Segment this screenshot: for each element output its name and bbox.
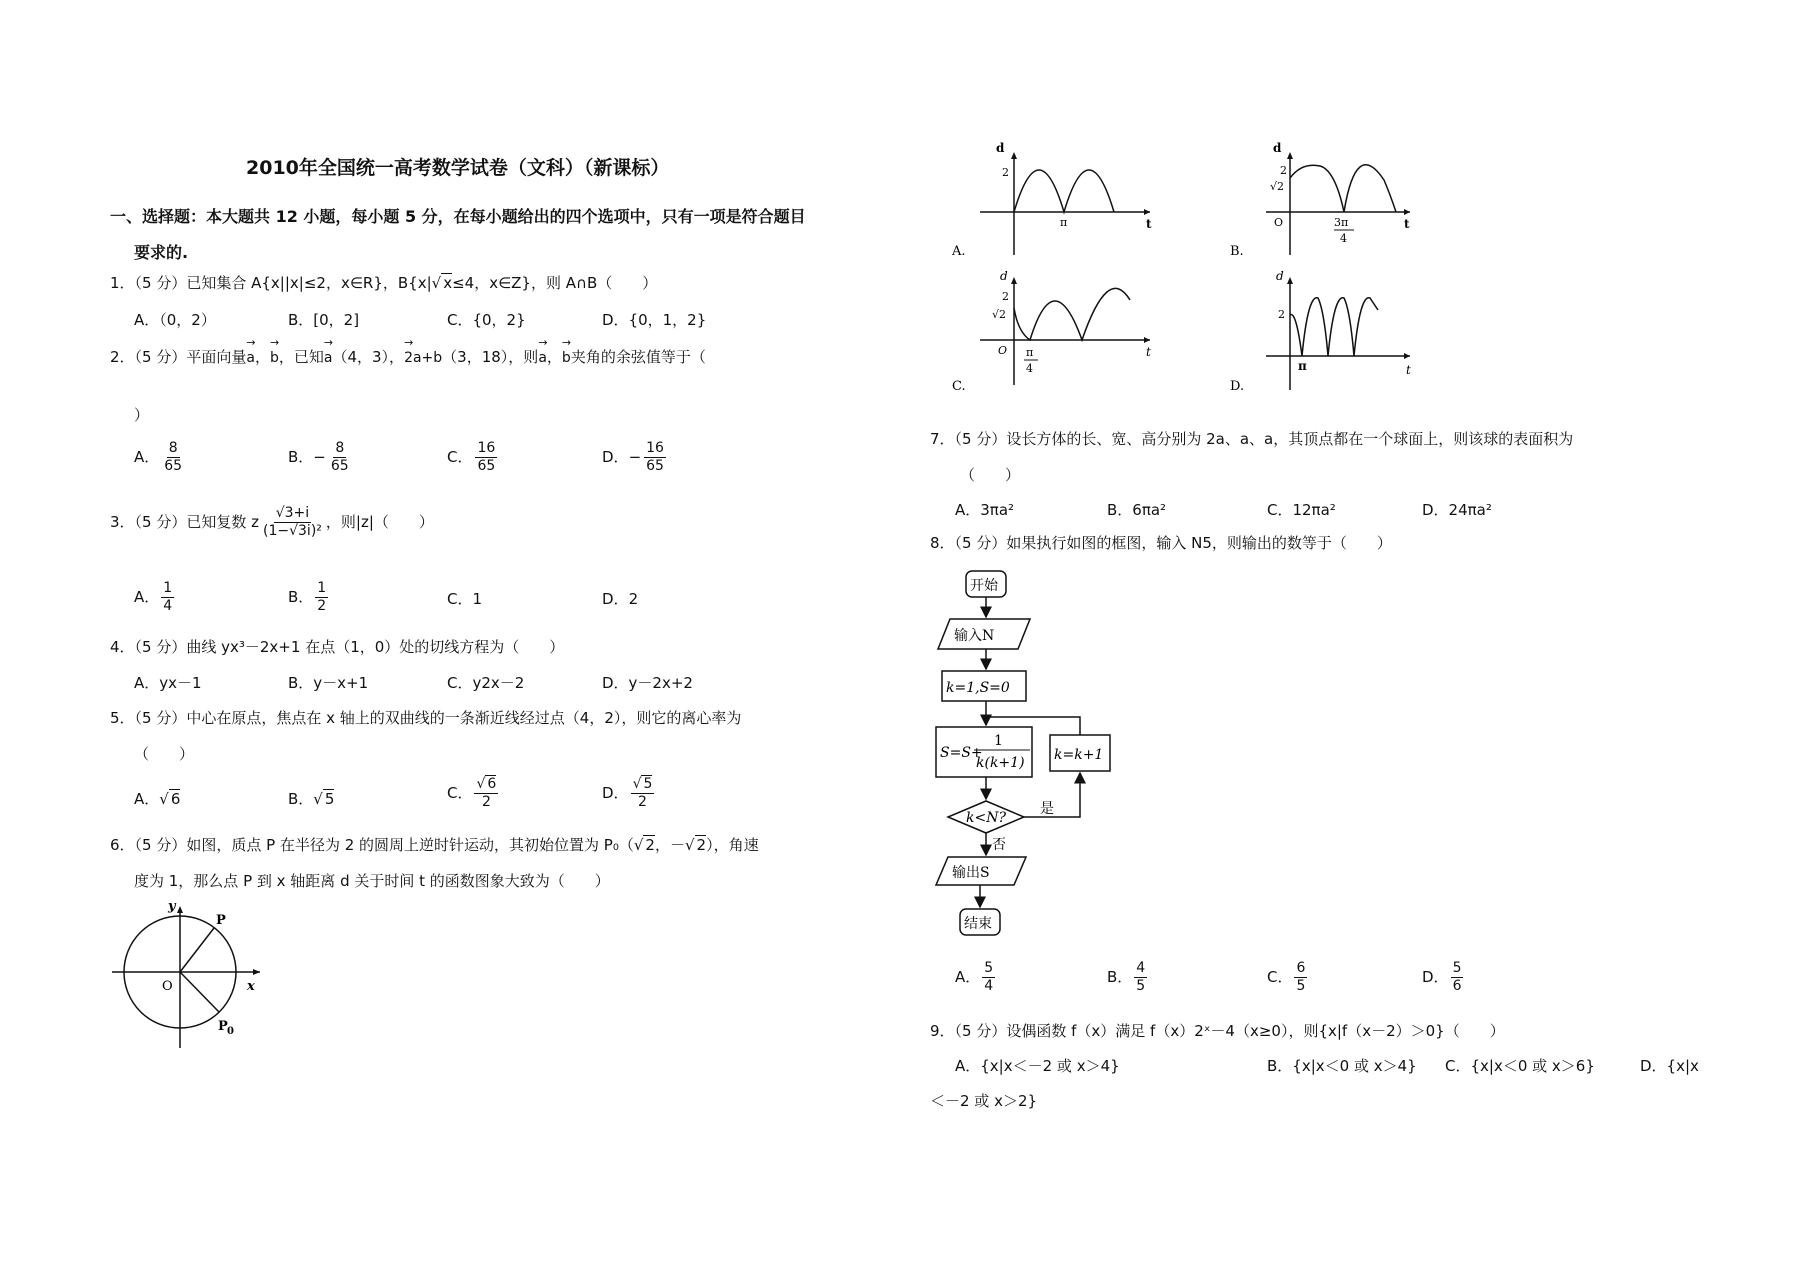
q9-option-b[interactable]: B．{x|x＜0 或 x＞4} bbox=[1267, 1057, 1417, 1075]
q2-option-c[interactable]: C． $\frac{16}{65}$ bbox=[447, 440, 496, 474]
q9-option-d[interactable]: D．{x|x bbox=[1640, 1057, 1699, 1075]
q1-option-c[interactable]: C．{0，2} bbox=[447, 311, 526, 329]
svg-text:t: t bbox=[1406, 363, 1411, 377]
svg-text:π: π bbox=[1026, 346, 1034, 359]
q2-option-b[interactable]: B．− $\frac{8}{65}$ bbox=[288, 440, 349, 474]
arrow-icon bbox=[1144, 337, 1150, 343]
arrow-icon bbox=[1011, 277, 1017, 284]
y-label: y bbox=[168, 900, 176, 914]
svg-text:π: π bbox=[1060, 216, 1068, 229]
svg-text:k=k+1: k=k+1 bbox=[1054, 747, 1104, 763]
svg-text:2: 2 bbox=[1002, 166, 1009, 179]
arrow-icon bbox=[1011, 152, 1017, 159]
svg-text:S=S+: S=S+ bbox=[940, 745, 983, 761]
svg-text:d: d bbox=[996, 141, 1005, 155]
curve-d bbox=[1290, 298, 1378, 356]
section-heading: 一、选择题：本大题共 12 小题，每小题 5 分，在每小题给出的四个选项中，只有一项是符合题目 bbox=[110, 207, 806, 226]
curve-a bbox=[1014, 170, 1114, 212]
arrow-icon bbox=[1404, 353, 1410, 359]
svg-text:4: 4 bbox=[1026, 362, 1033, 375]
q8-option-c[interactable]: C． $\frac{6}{5}$ bbox=[1267, 960, 1306, 994]
svg-text:是: 是 bbox=[1040, 801, 1054, 817]
svg-text:k(k+1): k(k+1) bbox=[976, 755, 1025, 771]
q4-option-b[interactable]: B．y－x+1 bbox=[288, 674, 369, 692]
q5-option-a[interactable]: A．√ 6 bbox=[134, 790, 181, 808]
origin-label: O bbox=[162, 979, 173, 994]
svg-text:t: t bbox=[1146, 217, 1152, 231]
question-3-stem: 3．（5 分）已知复数 z $\frac{√3+i}{\text{(1−√3i)²}}$ ，则|z|（ ） bbox=[110, 505, 434, 539]
y-arrow-icon bbox=[177, 906, 183, 913]
x-label: x bbox=[247, 979, 255, 994]
svg-text:√2: √2 bbox=[1270, 180, 1285, 193]
svg-text:3π: 3π bbox=[1334, 216, 1349, 229]
question-1-stem: 1．（5 分）已知集合 A{x||x|≤2，x∈R}，B{x|√ x≤4，x∈Z}，则 A∩B（ ） bbox=[110, 274, 658, 292]
q9-option-c[interactable]: C．{x|x＜0 或 x＞6} bbox=[1445, 1057, 1595, 1075]
graph-d[interactable] bbox=[1230, 269, 1411, 394]
q1-option-a[interactable]: A．（0，2） bbox=[134, 311, 216, 329]
graph-a[interactable] bbox=[951, 141, 1152, 259]
question-5-stem-cont: （ ） bbox=[134, 745, 195, 763]
curve-c bbox=[1014, 288, 1130, 340]
svg-text:1: 1 bbox=[994, 733, 1003, 749]
svg-text:t: t bbox=[1404, 217, 1410, 231]
q1-option-b[interactable]: B．[0，2] bbox=[288, 311, 360, 329]
graph-a-label: A. bbox=[952, 244, 966, 259]
q3-option-d[interactable]: D．2 bbox=[602, 590, 639, 608]
q6-graphs bbox=[950, 140, 1490, 400]
q9-option-d-cont: ＜－2 或 x＞2} bbox=[930, 1092, 1038, 1110]
q7-option-d[interactable]: D．24πa² bbox=[1422, 501, 1492, 519]
p0-sub-label: 0 bbox=[227, 1026, 234, 1037]
graph-c[interactable] bbox=[952, 269, 1151, 394]
arrow-icon bbox=[1287, 152, 1293, 159]
q2-option-a[interactable]: A． $\frac{8}{65}$ bbox=[134, 440, 183, 474]
question-6-stem-cont: 度为 1，那么点 P 到 x 轴距离 d 关于时间 t 的函数图象大致为（ ） bbox=[134, 872, 610, 890]
circle-figure bbox=[110, 900, 270, 1055]
svg-text:t: t bbox=[1146, 345, 1151, 359]
svg-text:k=1,S=0: k=1,S=0 bbox=[946, 680, 1010, 696]
q8-option-d[interactable]: D． $\frac{5}{6}$ bbox=[1422, 960, 1462, 994]
graph-d-label: D. bbox=[1230, 379, 1245, 394]
q3-option-b[interactable]: B． $\frac{1}{2}$ bbox=[288, 580, 327, 614]
x-arrow-icon bbox=[253, 969, 260, 975]
q4-option-c[interactable]: C．y2x－2 bbox=[447, 674, 525, 692]
question-9-stem: 9．（5 分）设偶函数 f（x）满足 f（x）2ˣ－4（x≥0），则{x|f（x－2）＞0}（ ） bbox=[930, 1022, 1505, 1040]
q8-option-b[interactable]: B． $\frac{4}{5}$ bbox=[1107, 960, 1146, 994]
q7-option-c[interactable]: C．12πa² bbox=[1267, 501, 1336, 519]
q1-option-d[interactable]: D．{0，1，2} bbox=[602, 311, 707, 329]
svg-text:2: 2 bbox=[1280, 164, 1287, 177]
q3-option-a[interactable]: A． $\frac{1}{4}$ bbox=[134, 580, 173, 614]
question-7-stem-cont: （ ） bbox=[960, 466, 1021, 484]
arrow-icon bbox=[1404, 209, 1410, 215]
svg-text:d: d bbox=[1276, 269, 1284, 283]
svg-text:输入N: 输入N bbox=[954, 628, 995, 644]
question-6-stem: 6．（5 分）如图，质点 P 在半径为 2 的圆周上逆时针运动，其初始位置为 P₀（√ 2，－√ 2），角速 bbox=[110, 836, 759, 854]
svg-text:输出S: 输出S bbox=[952, 865, 990, 881]
q7-option-a[interactable]: A．3πa² bbox=[955, 501, 1015, 519]
svg-text:k<N?: k<N? bbox=[966, 810, 1006, 826]
q3-option-c[interactable]: C．1 bbox=[447, 590, 483, 608]
graph-b[interactable] bbox=[1230, 141, 1410, 259]
svg-text:d: d bbox=[1273, 141, 1282, 155]
graph-b-label: B. bbox=[1230, 244, 1244, 259]
svg-text:O: O bbox=[998, 344, 1008, 357]
question-5-stem: 5．（5 分）中心在原点，焦点在 x 轴上的双曲线的一条渐近线经过点（4，2），则它的离心率为 bbox=[110, 709, 742, 727]
q2-option-d[interactable]: D．− $\frac{16}{65}$ bbox=[602, 440, 664, 474]
flowchart bbox=[930, 565, 1130, 945]
question-8-stem: 8．（5 分）如果执行如图的框图，输入 N5，则输出的数等于（ ） bbox=[930, 534, 1392, 552]
q7-option-b[interactable]: B．6πa² bbox=[1107, 501, 1167, 519]
q8-option-a[interactable]: A． $\frac{5}{4}$ bbox=[955, 960, 994, 994]
svg-text:否: 否 bbox=[992, 837, 1006, 853]
question-4-stem: 4．（5 分）曲线 yx³－2x+1 在点（1，0）处的切线方程为（ ） bbox=[110, 638, 565, 656]
svg-text:√2: √2 bbox=[992, 308, 1007, 321]
q9-option-a[interactable]: A．{x|x＜－2 或 x＞4} bbox=[955, 1057, 1120, 1075]
question-2-close: ） bbox=[134, 406, 150, 424]
section-heading-cont: 要求的. bbox=[134, 243, 189, 262]
svg-text:4: 4 bbox=[1340, 232, 1347, 245]
radius-p bbox=[180, 928, 214, 972]
question-7-stem: 7．（5 分）设长方体的长、宽、高分别为 2a、a、a，其顶点都在一个球面上，则该球的表面积为 bbox=[930, 430, 1574, 448]
p0-label: P bbox=[218, 1019, 228, 1034]
q4-option-d[interactable]: D．y－2x+2 bbox=[602, 674, 693, 692]
q5-option-b[interactable]: B．√ 5 bbox=[288, 790, 335, 808]
q4-option-a[interactable]: A．yx－1 bbox=[134, 674, 202, 692]
q5-option-c[interactable]: C． $\frac{√ 6}{2}$ bbox=[447, 776, 497, 810]
svg-text:2: 2 bbox=[1278, 308, 1285, 321]
arrow-icon bbox=[1144, 209, 1150, 215]
graph-c-label: C. bbox=[952, 379, 966, 394]
svg-text:开始: 开始 bbox=[970, 578, 998, 594]
question-2-stem: 2．（5 分）平面向量→ a，→ b，已知→ a（4，3），→ 2a+b（3，18），则→ a，→ b夹角的余弦值等于（ bbox=[110, 342, 706, 367]
svg-text:O: O bbox=[1274, 216, 1284, 229]
svg-text:结束: 结束 bbox=[964, 916, 992, 932]
curve-b bbox=[1290, 165, 1396, 212]
svg-text:2: 2 bbox=[1002, 290, 1009, 303]
page-title: 2010年全国统一高考数学试卷（文科）（新课标） bbox=[246, 157, 670, 179]
svg-text:π: π bbox=[1298, 359, 1307, 373]
radius-p0 bbox=[180, 972, 219, 1012]
arrow-icon bbox=[1287, 277, 1293, 284]
svg-text:d: d bbox=[1000, 269, 1008, 283]
q5-option-d[interactable]: D． $\frac{√ 5}{2}$ bbox=[602, 776, 653, 810]
p-label: P bbox=[216, 913, 226, 928]
